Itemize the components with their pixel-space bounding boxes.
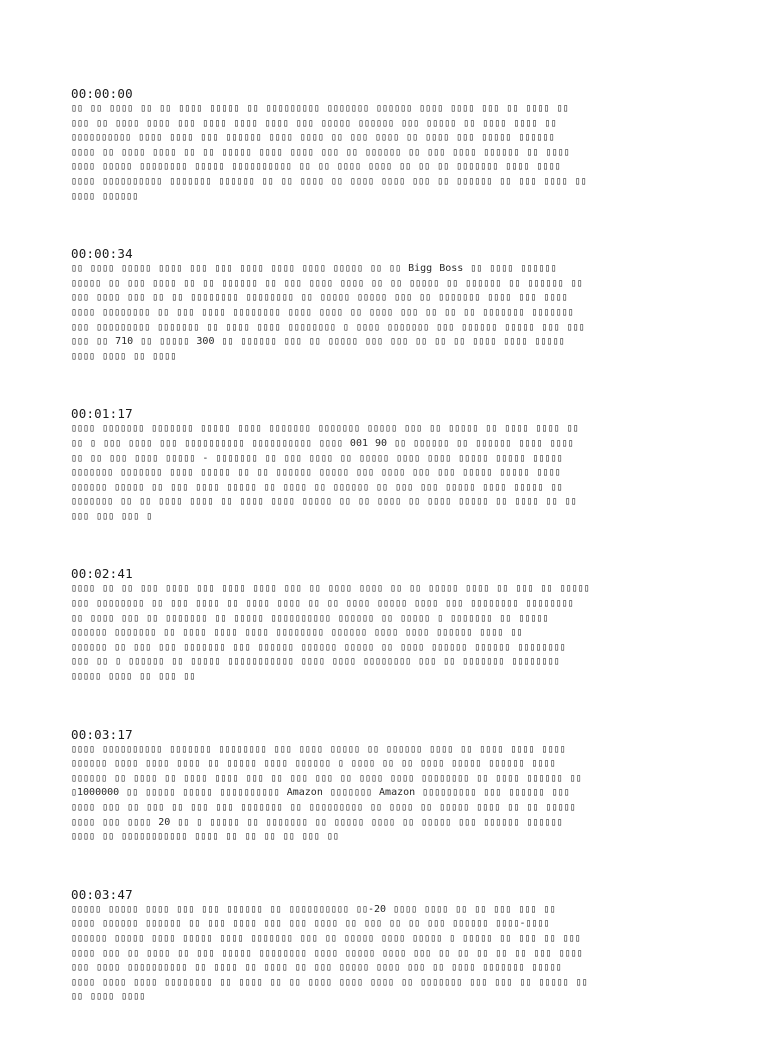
text-line: ▯▯▯▯▯▯ ▯▯ ▯▯▯ ▯▯▯ ▯▯▯▯▯▯▯ ▯▯▯ ▯▯▯▯▯▯ ▯▯▯▯▯▯ ▯▯▯▯▯ ▯▯ ▯▯▯▯ ▯▯▯▯▯▯ ▯▯▯▯▯▯ ▯▯▯▯▯▯▯▯ [71, 641, 566, 653]
text-line: ▯▯▯▯ ▯▯ ▯▯▯▯ ▯▯▯▯ ▯▯ ▯▯ ▯▯▯▯▯ ▯▯▯▯ ▯▯▯▯ ▯▯▯ ▯▯ ▯▯▯▯▯▯ ▯▯ ▯▯▯ ▯▯▯▯ ▯▯▯▯▯▯ ▯▯ ▯▯▯▯ [71, 146, 570, 158]
text-line: ▯▯ ▯▯ ▯▯▯▯ ▯▯ ▯▯ ▯▯▯▯ ▯▯▯▯▯ ▯▯ ▯▯▯▯▯▯▯▯▯ ▯▯▯▯▯▯▯ ▯▯▯▯▯▯ ▯▯▯▯ ▯▯▯▯ ▯▯▯ ▯▯ ▯▯▯▯ ▯▯ [71, 103, 569, 114]
segment-timestamp: 00:03:17 [71, 726, 133, 742]
text-line: ▯▯▯ ▯▯▯▯ ▯▯▯▯▯▯▯▯▯▯ ▯▯ ▯▯▯▯ ▯▯ ▯▯▯▯ ▯▯ ▯▯▯ ▯▯▯▯▯ ▯▯▯▯ ▯▯▯ ▯▯ ▯▯▯▯ ▯▯▯▯▯▯▯ ▯▯▯▯▯ [71, 962, 562, 974]
text-line: ▯▯▯▯▯▯ ▯▯▯▯▯▯▯ ▯▯ ▯▯▯▯ ▯▯▯▯ ▯▯▯▯ ▯▯▯▯▯▯▯▯ ▯▯▯▯▯▯ ▯▯▯▯ ▯▯▯▯ ▯▯▯▯▯▯ ▯▯▯▯ ▯▯ [71, 627, 523, 639]
text-line: ▯▯▯▯▯▯▯ ▯▯▯▯▯▯▯ ▯▯▯▯ ▯▯▯▯▯ ▯▯ ▯▯ ▯▯▯▯▯▯ ▯▯▯▯▯ ▯▯▯ ▯▯▯▯ ▯▯▯ ▯▯▯ ▯▯▯▯▯ ▯▯▯▯▯ ▯▯▯▯ [71, 467, 561, 479]
segment-text [71, 422, 703, 524]
text-line: ▯▯▯ ▯▯▯▯▯▯▯▯▯ ▯▯▯▯▯▯▯ ▯▯ ▯▯▯▯ ▯▯▯▯ ▯▯▯▯▯▯▯▯ ▯ ▯▯▯▯ ▯▯▯▯▯▯▯ ▯▯▯ ▯▯▯▯▯▯ ▯▯▯▯▯ ▯▯▯ ▯▯▯ [71, 321, 585, 333]
text-line: ▯▯▯▯ ▯▯▯▯ ▯▯▯▯ ▯▯▯▯▯▯▯▯ ▯▯ ▯▯▯▯ ▯▯ ▯▯ ▯▯▯▯ ▯▯▯▯ ▯▯▯▯ ▯▯ ▯▯▯▯▯▯▯ ▯▯▯ ▯▯▯ ▯▯ ▯▯▯▯▯ ▯▯ [71, 976, 588, 988]
transcript-segment [71, 727, 703, 845]
text-line: ▯▯ ▯▯▯▯ ▯▯▯▯▯ ▯▯▯▯ ▯▯▯ ▯▯▯ ▯▯▯▯ ▯▯▯▯ ▯▯▯▯ ▯▯▯▯▯ ▯▯ ▯▯ Bigg Boss ▯▯ ▯▯▯▯ ▯▯▯▯▯▯ [71, 263, 557, 275]
text-line: ▯▯▯▯ ▯▯▯▯▯ ▯▯▯▯▯▯▯▯ ▯▯▯▯▯ ▯▯▯▯▯▯▯▯▯▯ ▯▯ ▯▯ ▯▯▯▯ ▯▯▯▯ ▯▯ ▯▯ ▯▯ ▯▯▯▯▯▯▯ ▯▯▯▯ ▯▯▯▯ [71, 161, 561, 173]
text-line: ▯1000000 ▯▯ ▯▯▯▯▯ ▯▯▯▯▯ ▯▯▯▯▯▯▯▯▯▯ Amazon ▯▯▯▯▯▯▯ Amazon ▯▯▯▯▯▯▯▯▯ ▯▯▯ ▯▯▯▯▯▯ ▯▯▯ [71, 787, 570, 799]
transcript-segment [71, 246, 703, 364]
text-line: ▯▯ ▯▯▯▯ ▯▯▯ ▯▯ ▯▯▯▯▯▯▯ ▯▯ ▯▯▯▯▯ ▯▯▯▯▯▯▯▯▯▯ ▯▯▯▯▯▯ ▯▯ ▯▯▯▯▯ ▯ ▯▯▯▯▯▯▯ ▯▯ ▯▯▯▯▯ [71, 612, 549, 624]
transcript [71, 86, 703, 1047]
text-line: ▯▯▯▯ ▯▯▯▯▯▯▯▯ ▯▯ ▯▯▯ ▯▯▯▯ ▯▯▯▯▯▯▯▯ ▯▯▯▯ ▯▯▯▯ ▯▯ ▯▯▯▯ ▯▯▯ ▯▯ ▯▯ ▯▯ ▯▯▯▯▯▯▯ ▯▯▯▯▯▯▯ [71, 306, 574, 318]
text-line: ▯▯▯▯▯ ▯▯▯▯▯ ▯▯▯▯ ▯▯▯ ▯▯▯ ▯▯▯▯▯▯ ▯▯ ▯▯▯▯▯▯▯▯▯▯ ▯▯-20 ▯▯▯▯ ▯▯▯▯ ▯▯ ▯▯ ▯▯▯ ▯▯▯ ▯▯ [71, 903, 556, 915]
segment-text [71, 582, 703, 684]
text-line: ▯▯ ▯▯▯▯ ▯▯▯▯ [71, 991, 146, 1003]
text-line: ▯▯▯ ▯▯ ▯ ▯▯▯▯▯▯ ▯▯ ▯▯▯▯▯ ▯▯▯▯▯▯▯▯▯▯▯ ▯▯▯▯ ▯▯▯▯ ▯▯▯▯▯▯▯▯ ▯▯▯ ▯▯ ▯▯▯▯▯▯▯ ▯▯▯▯▯▯▯▯ [71, 656, 560, 668]
text-line: ▯▯▯▯ ▯▯▯▯▯▯ ▯▯▯▯▯▯ ▯▯ ▯▯▯ ▯▯▯▯ ▯▯▯ ▯▯▯ ▯▯▯▯ ▯▯ ▯▯▯ ▯▯ ▯▯ ▯▯▯ ▯▯▯▯▯▯ ▯▯▯▯-▯▯▯▯ [71, 918, 550, 930]
transcript-segment [71, 86, 703, 204]
text-line: ▯▯▯▯ ▯▯ ▯▯▯▯▯▯▯▯▯▯▯ ▯▯▯▯ ▯▯ ▯▯ ▯▯ ▯▯ ▯▯▯ ▯▯ [71, 831, 339, 843]
text-line: ▯▯▯▯ ▯▯▯▯▯▯ [71, 190, 139, 202]
text-line: ▯▯▯▯ ▯▯▯ ▯▯ ▯▯▯▯ ▯▯ ▯▯▯ ▯▯▯▯▯ ▯▯▯▯▯▯▯▯ ▯▯▯▯ ▯▯▯▯▯ ▯▯▯▯ ▯▯▯ ▯▯ ▯▯ ▯▯ ▯▯ ▯▯ ▯▯▯ ▯▯▯▯ [71, 947, 583, 959]
text-line: ▯▯▯▯▯▯ ▯▯▯▯▯ ▯▯ ▯▯▯ ▯▯▯▯ ▯▯▯▯▯ ▯▯ ▯▯▯▯ ▯▯ ▯▯▯▯▯▯ ▯▯ ▯▯▯ ▯▯▯ ▯▯▯▯▯ ▯▯▯▯ ▯▯▯▯▯ ▯▯ [71, 481, 563, 493]
segment-timestamp: 00:02:41 [71, 566, 133, 582]
segment-timestamp: 00:03:47 [71, 886, 133, 902]
transcript-segment [71, 887, 703, 1005]
text-line: ▯▯▯▯▯ ▯▯▯▯ ▯▯ ▯▯▯ ▯▯ [71, 671, 196, 683]
text-line: ▯▯▯▯ ▯▯▯ ▯▯ ▯▯▯ ▯▯ ▯▯▯ ▯▯▯ ▯▯▯▯▯▯▯ ▯▯ ▯▯▯▯▯▯▯▯▯ ▯▯ ▯▯▯▯ ▯▯ ▯▯▯▯▯ ▯▯▯▯ ▯▯ ▯▯ ▯▯▯▯▯ [71, 802, 576, 813]
text-line: ▯▯▯▯▯▯ ▯▯ ▯▯▯▯ ▯▯ ▯▯▯▯ ▯▯▯▯ ▯▯▯ ▯▯ ▯▯▯ ▯▯▯ ▯▯ ▯▯▯▯ ▯▯▯▯ ▯▯▯▯▯▯▯▯ ▯▯ ▯▯▯▯ ▯▯▯▯▯▯ ▯▯ [71, 772, 582, 784]
segment-text [71, 903, 703, 1005]
text-line: ▯▯▯ ▯▯▯▯▯▯▯▯ ▯▯ ▯▯▯ ▯▯▯▯ ▯▯ ▯▯▯▯ ▯▯▯▯ ▯▯ ▯▯ ▯▯▯▯ ▯▯▯▯▯ ▯▯▯▯ ▯▯▯ ▯▯▯▯▯▯▯▯ ▯▯▯▯▯▯▯▯ [71, 598, 574, 610]
text-line: ▯▯▯▯ ▯▯▯ ▯▯▯▯ 20 ▯▯ ▯ ▯▯▯▯▯ ▯▯ ▯▯▯▯▯▯▯ ▯▯ ▯▯▯▯▯ ▯▯▯▯ ▯▯ ▯▯▯▯▯ ▯▯▯ ▯▯▯▯▯▯ ▯▯▯▯▯▯ [71, 816, 563, 828]
text-line: ▯▯▯ ▯▯ 710 ▯▯ ▯▯▯▯▯ 300 ▯▯ ▯▯▯▯▯▯ ▯▯▯ ▯▯ ▯▯▯▯▯ ▯▯▯ ▯▯▯ ▯▯ ▯▯ ▯▯ ▯▯▯▯ ▯▯▯▯ ▯▯▯▯▯ [71, 336, 565, 348]
transcript-segment [71, 566, 703, 684]
text-line: ▯▯▯ ▯▯▯▯ ▯▯▯ ▯▯ ▯▯ ▯▯▯▯▯▯▯▯ ▯▯▯▯▯▯▯▯ ▯▯ ▯▯▯▯▯ ▯▯▯▯▯ ▯▯▯ ▯▯ ▯▯▯▯▯▯▯ ▯▯▯▯ ▯▯▯ ▯▯▯▯ [71, 292, 568, 304]
segment-timestamp: 00:00:00 [71, 86, 133, 101]
segment-timestamp: 00:00:34 [71, 246, 133, 262]
segment-timestamp: 00:01:17 [71, 406, 133, 422]
text-line: ▯▯▯▯▯▯ ▯▯▯▯ ▯▯▯▯ ▯▯▯▯ ▯▯ ▯▯▯▯▯ ▯▯▯▯ ▯▯▯▯▯▯ ▯ ▯▯▯▯ ▯▯ ▯▯ ▯▯▯▯ ▯▯▯▯▯ ▯▯▯▯▯▯ ▯▯▯▯ [71, 758, 556, 770]
segment-text [71, 743, 703, 845]
text-line: ▯▯▯ ▯▯▯ ▯▯▯ ▯ [71, 510, 153, 522]
text-line: ▯▯ ▯ ▯▯▯ ▯▯▯▯ ▯▯▯ ▯▯▯▯▯▯▯▯▯▯ ▯▯▯▯▯▯▯▯▯▯ ▯▯▯▯ 001 90 ▯▯ ▯▯▯▯▯▯ ▯▯ ▯▯▯▯▯▯ ▯▯▯▯ ▯▯▯▯ [71, 437, 574, 449]
text-line: ▯▯▯▯▯ ▯▯ ▯▯▯ ▯▯▯▯ ▯▯ ▯▯ ▯▯▯▯▯▯ ▯▯ ▯▯▯ ▯▯▯▯ ▯▯▯▯ ▯▯ ▯▯ ▯▯▯▯▯ ▯▯ ▯▯▯▯▯▯ ▯▯ ▯▯▯▯▯▯ ▯▯ [71, 277, 583, 289]
text-line: ▯▯▯▯▯▯▯▯▯▯ ▯▯▯▯ ▯▯▯▯ ▯▯▯ ▯▯▯▯▯▯ ▯▯▯▯ ▯▯▯▯ ▯▯ ▯▯▯ ▯▯▯▯ ▯▯ ▯▯▯▯ ▯▯▯ ▯▯▯▯▯ ▯▯▯▯▯▯ [71, 132, 555, 144]
text-line: ▯▯▯▯ ▯▯▯▯ ▯▯ ▯▯▯▯ [71, 350, 177, 362]
text-line: ▯▯▯▯▯▯▯ ▯▯ ▯▯ ▯▯▯▯ ▯▯▯▯ ▯▯ ▯▯▯▯ ▯▯▯▯ ▯▯▯▯▯ ▯▯ ▯▯ ▯▯▯▯ ▯▯ ▯▯▯▯ ▯▯▯▯▯ ▯▯ ▯▯▯▯ ▯▯ ▯▯ [71, 496, 577, 508]
text-line: ▯▯▯▯ ▯▯▯▯▯▯▯▯▯▯ ▯▯▯▯▯▯▯ ▯▯▯▯▯▯▯▯ ▯▯▯ ▯▯▯▯ ▯▯▯▯▯ ▯▯ ▯▯▯▯▯▯ ▯▯▯▯ ▯▯ ▯▯▯▯ ▯▯▯▯ ▯▯▯▯ [71, 743, 566, 755]
segment-text [71, 102, 703, 204]
text-line: ▯▯▯▯▯▯ ▯▯▯▯▯ ▯▯▯▯ ▯▯▯▯▯ ▯▯▯▯ ▯▯▯▯▯▯▯ ▯▯▯ ▯▯ ▯▯▯▯▯ ▯▯▯▯ ▯▯▯▯▯ ▯ ▯▯▯▯▯ ▯▯ ▯▯▯ ▯▯ ▯▯▯ [71, 932, 581, 944]
text-line: ▯▯▯▯ ▯▯▯▯▯▯▯ ▯▯▯▯▯▯▯ ▯▯▯▯▯ ▯▯▯▯ ▯▯▯▯▯▯▯ ▯▯▯▯▯▯▯ ▯▯▯▯▯ ▯▯▯ ▯▯ ▯▯▯▯▯ ▯▯ ▯▯▯▯ ▯▯▯▯ ▯▯ [71, 423, 579, 435]
text-line: ▯▯▯ ▯▯ ▯▯▯▯ ▯▯▯▯ ▯▯▯ ▯▯▯▯ ▯▯▯▯ ▯▯▯▯ ▯▯▯ ▯▯▯▯▯ ▯▯▯▯▯▯ ▯▯▯ ▯▯▯▯▯ ▯▯ ▯▯▯▯ ▯▯▯▯ ▯▯ [71, 117, 557, 129]
transcript-segment [71, 406, 703, 524]
text-line: ▯▯▯▯ ▯▯ ▯▯ ▯▯▯ ▯▯▯▯ ▯▯▯ ▯▯▯▯ ▯▯▯▯ ▯▯▯ ▯▯ ▯▯▯▯ ▯▯▯▯ ▯▯ ▯▯ ▯▯▯▯▯ ▯▯▯▯ ▯▯ ▯▯▯ ▯▯ ▯▯▯▯▯ [71, 583, 590, 595]
text-line: ▯▯ ▯▯ ▯▯▯ ▯▯▯▯ ▯▯▯▯▯ - ▯▯▯▯▯▯▯ ▯▯ ▯▯▯ ▯▯▯▯ ▯▯ ▯▯▯▯▯ ▯▯▯▯ ▯▯▯▯ ▯▯▯▯▯ ▯▯▯▯▯ ▯▯▯▯▯ [71, 452, 563, 464]
text-line: ▯▯▯▯ ▯▯▯▯▯▯▯▯▯▯ ▯▯▯▯▯▯▯ ▯▯▯▯▯▯ ▯▯ ▯▯ ▯▯▯▯ ▯▯ ▯▯▯▯ ▯▯▯▯ ▯▯▯ ▯▯ ▯▯▯▯▯▯ ▯▯ ▯▯▯ ▯▯▯▯ ▯▯ [71, 175, 587, 187]
segment-text [71, 262, 703, 364]
